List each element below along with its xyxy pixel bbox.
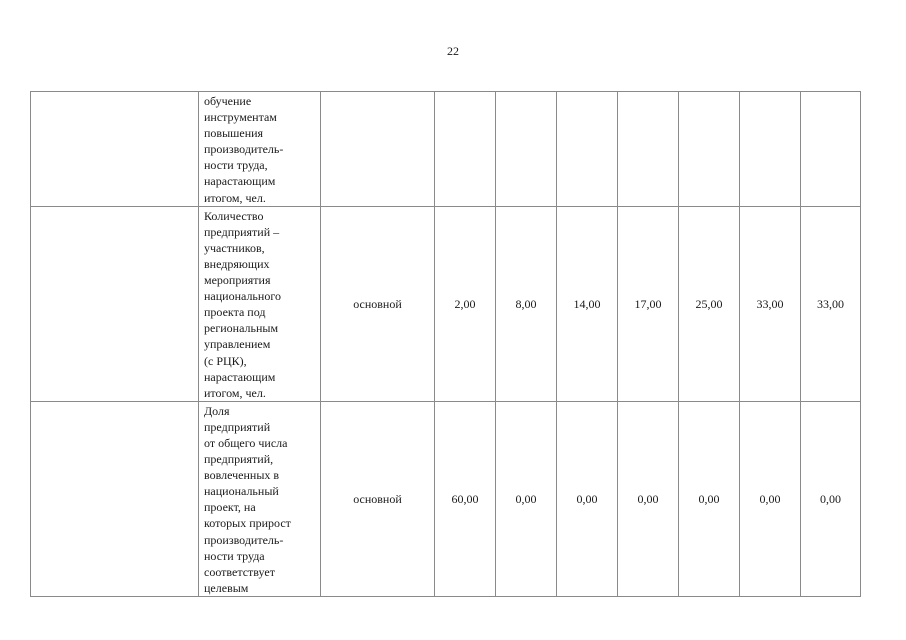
- indicator-line: соответствует: [204, 564, 275, 579]
- value-cell: [740, 92, 801, 207]
- indicator-line: которых прирост: [204, 516, 291, 531]
- table-row: [31, 92, 861, 207]
- indicator-line: национального: [204, 289, 281, 304]
- empty-cell: [31, 92, 199, 207]
- indicator-line: целевым: [204, 580, 249, 595]
- page-number: 22: [447, 44, 459, 58]
- indicator-line: производитель-: [204, 532, 284, 547]
- indicator-line: мероприятия: [204, 273, 271, 288]
- indicator-line: участников,: [204, 240, 265, 255]
- empty-cell: [31, 206, 199, 401]
- indicator-line: проект, на: [204, 500, 256, 515]
- indicator-line: предприятий –: [204, 224, 280, 239]
- value-cell: [557, 92, 618, 207]
- indicator-line: вовлеченных в: [204, 468, 280, 483]
- value-cell: 0,00: [557, 401, 618, 596]
- indicator-type-cell: основной: [321, 401, 435, 596]
- indicator-line: ности труда: [204, 548, 265, 563]
- value-cell: 0,00: [679, 401, 740, 596]
- value-cell: 0,00: [801, 401, 861, 596]
- indicator-line: предприятий: [204, 419, 271, 434]
- value-cell: 33,00: [801, 206, 861, 401]
- indicator-line: (с РЦК),: [204, 353, 247, 368]
- indicator-line: национальный: [204, 484, 279, 499]
- indicator-cell: [199, 401, 321, 596]
- indicator-cell: [199, 206, 321, 401]
- value-cell: 25,00: [679, 206, 740, 401]
- value-cell: 2,00: [435, 206, 496, 401]
- indicator-line: инструментам: [204, 110, 277, 125]
- indicators-table: [30, 91, 861, 597]
- indicator-type-cell: основной: [321, 206, 435, 401]
- value-cell: 14,00: [557, 206, 618, 401]
- indicator-line: предприятий,: [204, 452, 274, 467]
- value-cell: [435, 92, 496, 207]
- indicator-cell: [199, 92, 321, 207]
- value-cell: 0,00: [618, 401, 679, 596]
- indicator-line: нарастающим: [204, 369, 276, 384]
- indicator-line: итогом, чел.: [204, 190, 266, 205]
- value-cell: [801, 92, 861, 207]
- value-cell: [618, 92, 679, 207]
- value-cell: [496, 92, 557, 207]
- indicator-line: Доля: [204, 403, 230, 418]
- value-cell: [679, 92, 740, 207]
- value-cell: 8,00: [496, 206, 557, 401]
- value-cell: 0,00: [740, 401, 801, 596]
- table-row: [31, 401, 861, 596]
- indicator-line: итогом, чел.: [204, 385, 266, 400]
- empty-cell: [31, 401, 199, 596]
- indicator-line: региональным: [204, 321, 279, 336]
- value-cell: 17,00: [618, 206, 679, 401]
- value-cell: 0,00: [496, 401, 557, 596]
- indicator-line: Количество: [204, 208, 264, 223]
- indicator-line: обучение: [204, 94, 252, 108]
- indicator-line: ности труда,: [204, 158, 268, 173]
- indicator-line: проекта под: [204, 305, 266, 320]
- value-cell: 33,00: [740, 206, 801, 401]
- indicator-line: повышения: [204, 126, 264, 141]
- value-cell: 60,00: [435, 401, 496, 596]
- indicator-line: от общего числа: [204, 435, 288, 450]
- indicator-line: внедряющих: [204, 256, 270, 271]
- indicator-line: управлением: [204, 337, 271, 352]
- indicator-type-cell: [321, 92, 435, 207]
- table-row: [31, 206, 861, 401]
- indicator-line: нарастающим: [204, 174, 276, 189]
- indicator-line: производитель-: [204, 142, 284, 157]
